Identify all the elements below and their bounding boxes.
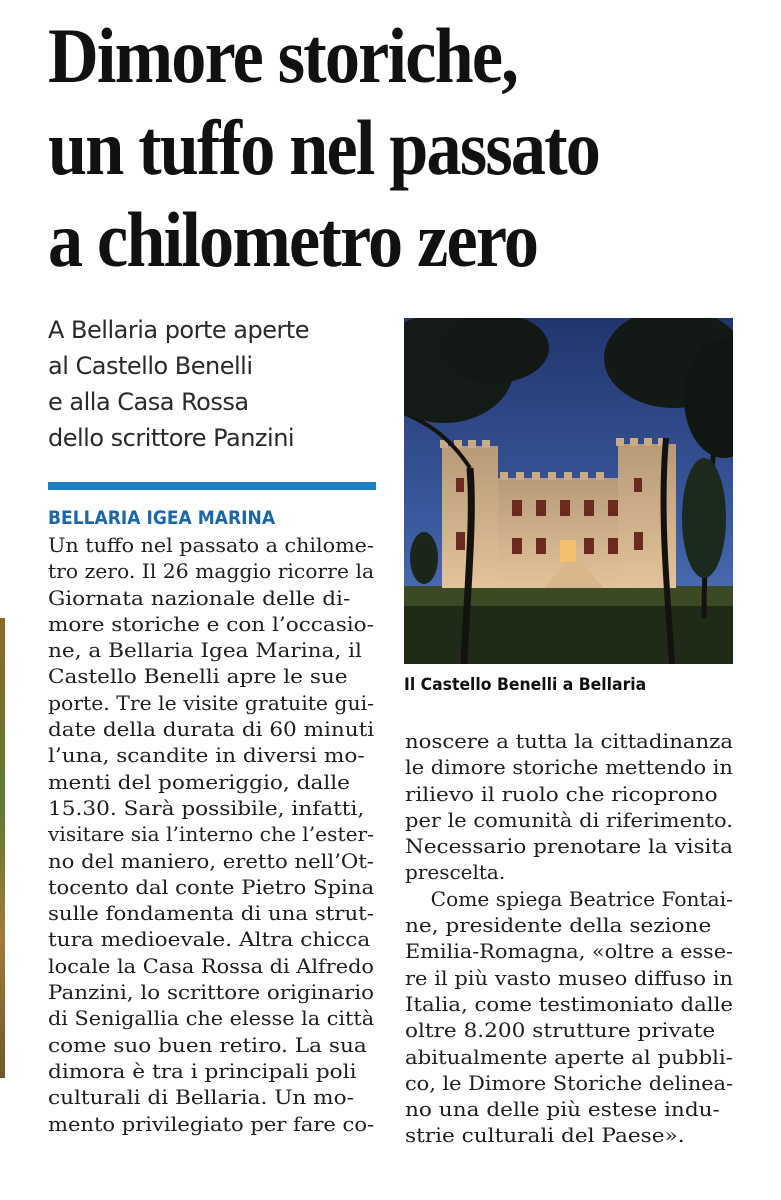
body-line: Castello Benelli apre le sue	[48, 664, 348, 689]
body-line: no del maniero, eretto nell’Ot-	[48, 848, 374, 873]
headline-line: Dimore storiche,	[48, 12, 517, 99]
body-line: come suo buen retiro. La sua	[48, 1032, 367, 1057]
body-line: oltre 8.200 strutture private	[405, 1018, 716, 1043]
body-line: l’una, scandite in diversi mo-	[48, 743, 365, 768]
body-line: more storiche e con l’occasio-	[48, 611, 374, 636]
body-line: Emilia-Romagna, «oltre a esse-	[405, 939, 734, 964]
body-line: rilievo il ruolo che ricoprono	[405, 781, 718, 806]
body-line: Italia, come testimoniato dalle	[405, 991, 733, 1016]
body-column-1	[48, 532, 378, 1137]
body-line: visitare sia l’interno che l’ester-	[48, 822, 374, 847]
body-line: ne, a Bellaria Igea Marina, il	[48, 638, 362, 663]
body-line: prescelta.	[405, 860, 506, 885]
body-line: re il più vasto museo diffuso in	[405, 965, 734, 990]
body-line: 15.30. Sarà possibile, infatti,	[48, 795, 365, 820]
body-line: ne, presidente della sezione	[405, 913, 712, 938]
body-line: culturali di Bellaria. Un mo-	[48, 1085, 354, 1110]
body-line: Necessario prenotare la visita	[405, 834, 733, 859]
dateline: BELLARIA IGEA MARINA	[48, 507, 276, 529]
body-line: menti del pomeriggio, dalle	[48, 769, 350, 794]
subheadline	[48, 312, 388, 456]
body-line: tura medioevale. Altra chicca	[48, 927, 371, 952]
body-line: per le comunità di riferimento.	[405, 807, 733, 832]
body-line: strie culturali del Paese».	[405, 1123, 685, 1148]
subhead-line: dello scrittore Panzini	[48, 424, 295, 452]
photo-caption: Il Castello Benelli a Bellaria	[404, 675, 647, 695]
body-line: tocento dal conte Pietro Spina	[48, 874, 375, 899]
body-line: co, le Dimore Storiche delinea-	[405, 1070, 734, 1095]
body-line: tro zero. Il 26 maggio ricorre la	[48, 559, 375, 584]
body-line: le dimore storiche mettendo in	[405, 755, 733, 780]
subhead-line: A Bellaria porte aperte	[48, 316, 310, 344]
adjacent-page-edge	[0, 618, 5, 1078]
body-line: noscere a tutta la cittadinanza	[405, 729, 734, 753]
body-line: Giornata nazionale delle di-	[48, 585, 351, 610]
subhead-line: al Castello Benelli	[48, 352, 253, 380]
body-line: date della durata di 60 minuti	[48, 717, 375, 742]
body-line: no una delle più estese indu-	[405, 1097, 720, 1122]
headline-line: a chilometro zero	[48, 196, 538, 283]
body-line: abitualmente aperte al pubbli-	[405, 1044, 733, 1069]
body-line: Un tuffo nel passato a chilome-	[48, 533, 374, 557]
castle-photo	[404, 318, 733, 664]
body-column-2	[405, 728, 735, 1149]
body-line: Come spiega Beatrice Fontai-	[405, 886, 733, 911]
subhead-line: e alla Casa Rossa	[48, 388, 249, 416]
body-line: di Senigallia che elesse la città	[48, 1006, 375, 1031]
body-line: Panzini, lo scrittore originario	[48, 980, 374, 1005]
body-line: locale la Casa Rossa di Alfredo	[48, 953, 375, 978]
body-line: porte. Tre le visite gratuite gui-	[48, 690, 375, 715]
headline	[48, 10, 696, 286]
body-line: mento privilegiato per fare co-	[48, 1111, 375, 1136]
section-rule	[48, 482, 376, 490]
headline-line: un tuffo nel passato	[48, 104, 600, 191]
body-line: dimora è tra i principali poli	[48, 1058, 357, 1083]
body-line: sulle fondamenta di una strut-	[48, 901, 374, 926]
